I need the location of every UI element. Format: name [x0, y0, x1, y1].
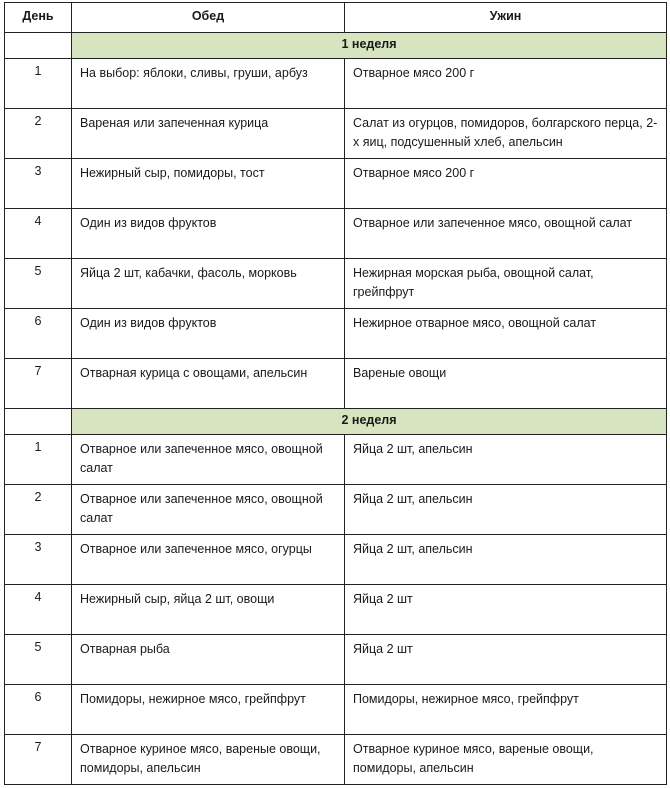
dinner-cell: Нежирное отварное мясо, овощной салат	[345, 309, 667, 359]
day-cell: 4	[5, 209, 72, 259]
dinner-cell: Яйца 2 шт, апельсин	[345, 435, 667, 485]
dinner-cell: Отварное или запеченное мясо, овощной салат	[345, 209, 667, 259]
table-row	[5, 359, 667, 409]
diet-table	[4, 2, 667, 785]
dinner-cell: Отварное мясо 200 г	[345, 159, 667, 209]
lunch-cell: Отварное или запеченное мясо, овощной салат	[72, 435, 345, 485]
dinner-cell: Помидоры, нежирное мясо, грейпфрут	[345, 685, 667, 735]
day-cell: 6	[5, 309, 72, 359]
lunch-cell: Отварное или запеченное мясо, овощной салат	[72, 485, 345, 535]
header-day: День	[5, 3, 72, 33]
lunch-cell: Помидоры, нежирное мясо, грейпфрут	[72, 685, 345, 735]
table-row	[5, 735, 667, 785]
dinner-cell: Яйца 2 шт, апельсин	[345, 485, 667, 535]
table-row	[5, 585, 667, 635]
dinner-cell: Яйца 2 шт, апельсин	[345, 535, 667, 585]
day-cell: 7	[5, 735, 72, 785]
table-row	[5, 435, 667, 485]
day-cell: 5	[5, 259, 72, 309]
table-row	[5, 535, 667, 585]
dinner-cell: Яйца 2 шт	[345, 585, 667, 635]
dinner-cell: Отварное куриное мясо, вареные овощи, помидоры, апельсин	[345, 735, 667, 785]
week-blank-cell	[5, 33, 72, 59]
dinner-cell: Яйца 2 шт	[345, 635, 667, 685]
dinner-cell: Вареные овощи	[345, 359, 667, 409]
lunch-cell: Один из видов фруктов	[72, 209, 345, 259]
table-row	[5, 309, 667, 359]
week-header-row	[5, 33, 667, 59]
day-cell: 2	[5, 485, 72, 535]
day-cell: 1	[5, 435, 72, 485]
day-cell: 4	[5, 585, 72, 635]
day-cell: 1	[5, 59, 72, 109]
week-blank-cell	[5, 409, 72, 435]
week-title: 2 неделя	[72, 409, 667, 435]
table-row	[5, 109, 667, 159]
header-row	[5, 3, 667, 33]
header-dinner: Ужин	[345, 3, 667, 33]
lunch-cell: На выбор: яблоки, сливы, груши, арбуз	[72, 59, 345, 109]
lunch-cell: Отварная курица с овощами, апельсин	[72, 359, 345, 409]
day-cell: 6	[5, 685, 72, 735]
day-cell: 3	[5, 159, 72, 209]
week-header-row	[5, 409, 667, 435]
header-lunch: Обед	[72, 3, 345, 33]
table-row	[5, 635, 667, 685]
lunch-cell: Яйца 2 шт, кабачки, фасоль, морковь	[72, 259, 345, 309]
table-row	[5, 59, 667, 109]
table-row	[5, 209, 667, 259]
lunch-cell: Отварное или запеченное мясо, огурцы	[72, 535, 345, 585]
table-row	[5, 485, 667, 535]
lunch-cell: Нежирный сыр, помидоры, тост	[72, 159, 345, 209]
lunch-cell: Отварная рыба	[72, 635, 345, 685]
day-cell: 3	[5, 535, 72, 585]
lunch-cell: Один из видов фруктов	[72, 309, 345, 359]
lunch-cell: Нежирный сыр, яйца 2 шт, овощи	[72, 585, 345, 635]
lunch-cell: Отварное куриное мясо, вареные овощи, помидоры, апельсин	[72, 735, 345, 785]
day-cell: 7	[5, 359, 72, 409]
lunch-cell: Вареная или запеченная курица	[72, 109, 345, 159]
table-row	[5, 259, 667, 309]
dinner-cell: Отварное мясо 200 г	[345, 59, 667, 109]
day-cell: 2	[5, 109, 72, 159]
day-cell: 5	[5, 635, 72, 685]
dinner-cell: Нежирная морская рыба, овощной салат, грейпфрут	[345, 259, 667, 309]
table-row	[5, 159, 667, 209]
dinner-cell: Салат из огурцов, помидоров, болгарского перца, 2-х яиц, подсушенный хлеб, апельсин	[345, 109, 667, 159]
week-title: 1 неделя	[72, 33, 667, 59]
table-row	[5, 685, 667, 735]
